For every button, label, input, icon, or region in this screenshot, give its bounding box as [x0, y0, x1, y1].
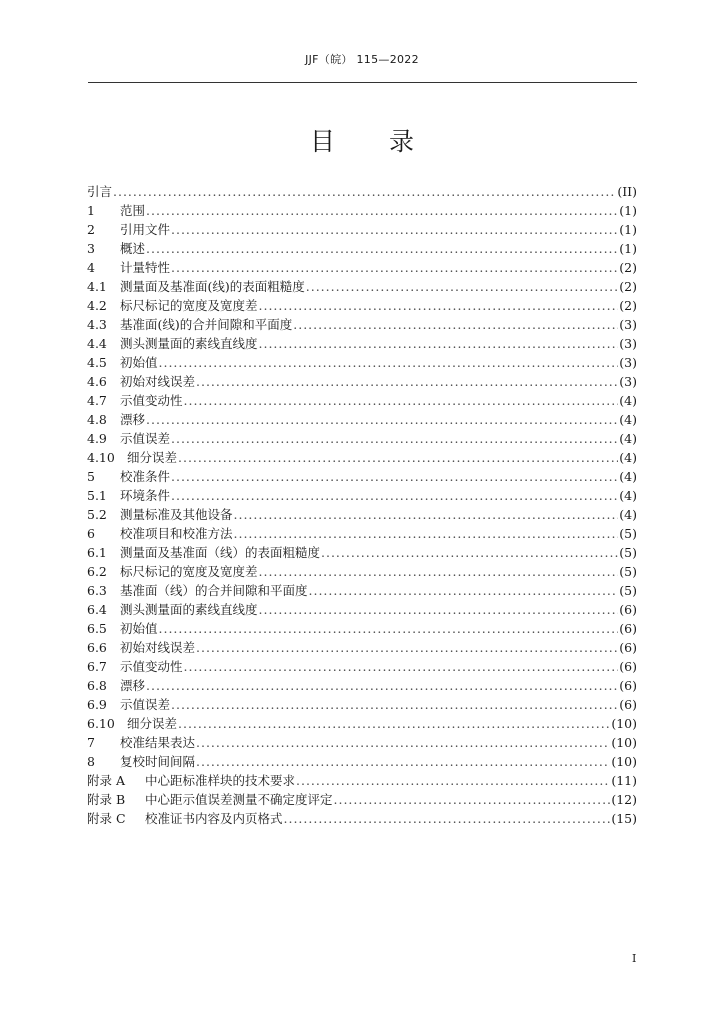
toc-entry-page: (6) [619, 659, 637, 674]
toc-dot-leader [171, 429, 618, 448]
toc-entry-title: 范围 [120, 203, 146, 218]
toc-entry-title: 初始值 [120, 355, 158, 370]
toc-dot-leader [113, 182, 616, 201]
toc-entry-title: 示值误差 [120, 697, 171, 712]
toc-entry[interactable] [87, 467, 637, 486]
toc-entry-title: 校准条件 [120, 469, 171, 484]
toc-entry[interactable] [87, 220, 637, 239]
toc-entry-page: (4) [619, 412, 637, 427]
toc-dot-leader [309, 581, 619, 600]
toc-entry-number: 6.4 [87, 602, 107, 617]
toc-entry-number: 7 [87, 735, 95, 750]
toc-entry-title: 测量面及基准面(线)的表面粗糙度 [120, 279, 305, 294]
toc-entry[interactable] [87, 239, 637, 258]
toc-entry-title: 初始值 [120, 621, 158, 636]
toc-entry-page: (4) [619, 450, 637, 465]
toc-dot-leader [178, 448, 618, 467]
toc-entry-page: (5) [619, 564, 637, 579]
toc-dot-leader [259, 600, 619, 619]
toc-entry-title: 标尺标记的宽度及宽度差 [120, 298, 258, 313]
toc-entry[interactable] [87, 258, 637, 277]
toc-entry-title: 校准结果表达 [120, 735, 196, 750]
toc-entry[interactable] [87, 543, 637, 562]
toc-entry-title: 校准项目和校准方法 [120, 526, 233, 541]
toc-entry-number: 附录 C [87, 811, 126, 826]
toc-entry-title: 基准面(线)的合并间隙和平面度 [120, 317, 293, 332]
toc-entry-title: 基准面（线）的合并间隙和平面度 [120, 583, 308, 598]
toc-entry-number: 6 [87, 526, 95, 541]
toc-entry-number: 6.8 [87, 678, 107, 693]
toc-entry-number: 附录 A [87, 773, 126, 788]
toc-entry[interactable] [87, 733, 637, 752]
toc-dot-leader [159, 353, 619, 372]
toc-entry[interactable] [87, 771, 637, 790]
toc-entry[interactable] [87, 429, 637, 448]
toc-entry-number: 4.8 [87, 412, 107, 427]
toc-entry-title: 示值变动性 [120, 659, 183, 674]
toc-entry-number: 6.10 [87, 716, 115, 731]
toc-dot-leader [178, 714, 610, 733]
toc-entry-page: (11) [611, 773, 637, 788]
toc-entry-title: 环境条件 [120, 488, 171, 503]
toc-entry-page: (6) [619, 697, 637, 712]
toc-entry[interactable] [87, 752, 637, 771]
toc-entry-title: 中心距标准样块的技术要求 [145, 773, 296, 788]
toc-dot-leader [234, 524, 619, 543]
toc-entry[interactable] [87, 619, 637, 638]
toc-dot-leader [184, 391, 619, 410]
toc-entry-title: 细分误差 [127, 450, 178, 465]
toc-entry-page: (4) [619, 431, 637, 446]
toc-entry[interactable] [87, 600, 637, 619]
toc-entry[interactable] [87, 790, 637, 809]
toc-entry-title: 测量标准及其他设备 [120, 507, 233, 522]
toc-entry-page: (6) [619, 621, 637, 636]
toc-entry-number: 4.1 [87, 279, 107, 294]
toc-entry-page: (1) [619, 241, 637, 256]
toc-entry-page: (6) [619, 602, 637, 617]
toc-entry-number: 4.5 [87, 355, 107, 370]
toc-dot-leader [146, 676, 618, 695]
toc-entry-title: 漂移 [120, 412, 146, 427]
table-of-contents [87, 182, 637, 828]
toc-entry[interactable] [87, 182, 637, 201]
toc-entry-title: 细分误差 [127, 716, 178, 731]
toc-entry-title: 标尺标记的宽度及宽度差 [120, 564, 258, 579]
toc-dot-leader [159, 619, 619, 638]
toc-entry-title: 漂移 [120, 678, 146, 693]
toc-entry-title: 复校时间间隔 [120, 754, 196, 769]
toc-entry-number: 6.9 [87, 697, 107, 712]
toc-entry-title: 引用文件 [120, 222, 171, 237]
toc-entry[interactable] [87, 277, 637, 296]
toc-dot-leader [259, 334, 619, 353]
toc-entry[interactable] [87, 448, 637, 467]
toc-dot-leader [146, 410, 618, 429]
toc-entry[interactable] [87, 524, 637, 543]
toc-dot-leader [196, 372, 618, 391]
toc-entry-number: 5 [87, 469, 95, 484]
toc-entry-number: 4.7 [87, 393, 107, 408]
toc-entry-number: 6.3 [87, 583, 107, 598]
toc-dot-leader [196, 752, 610, 771]
toc-entry-page: (3) [619, 317, 637, 332]
toc-entry-page: (2) [619, 279, 637, 294]
toc-entry-number: 6.1 [87, 545, 107, 560]
toc-dot-leader [171, 695, 618, 714]
toc-entry-title: 引言 [87, 184, 113, 199]
toc-entry-title: 测量面及基准面（线）的表面粗糙度 [120, 545, 321, 560]
toc-entry[interactable] [87, 410, 637, 429]
toc-entry-number: 4.3 [87, 317, 107, 332]
toc-entry-page: (12) [611, 792, 637, 807]
toc-dot-leader [234, 505, 619, 524]
toc-dot-leader [259, 296, 619, 315]
toc-entry[interactable] [87, 505, 637, 524]
toc-entry-title: 校准证书内容及内页格式 [145, 811, 283, 826]
toc-entry-page: (4) [619, 469, 637, 484]
toc-entry-page: (4) [619, 488, 637, 503]
toc-dot-leader [306, 277, 619, 296]
toc-entry-number: 4.4 [87, 336, 107, 351]
toc-entry-number: 4.10 [87, 450, 115, 465]
toc-entry-page: (2) [619, 260, 637, 275]
toc-entry[interactable] [87, 334, 637, 353]
toc-dot-leader [184, 657, 619, 676]
toc-entry-title: 计量特性 [120, 260, 171, 275]
toc-entry[interactable] [87, 562, 637, 581]
page-title: 目录 [309, 127, 468, 156]
toc-entry-page: (10) [611, 754, 637, 769]
toc-entry-page: (3) [619, 355, 637, 370]
toc-entry-page: (6) [619, 640, 637, 655]
toc-entry-page: (3) [619, 336, 637, 351]
toc-entry-title: 示值变动性 [120, 393, 183, 408]
toc-entry-page: (4) [619, 393, 637, 408]
toc-entry[interactable] [87, 296, 637, 315]
toc-entry-number: 附录 B [87, 792, 126, 807]
toc-dot-leader [259, 562, 619, 581]
toc-dot-leader [171, 486, 618, 505]
toc-entry-title: 初始对线误差 [120, 374, 196, 389]
toc-entry-page: (15) [611, 811, 637, 826]
toc-entry-number: 2 [87, 222, 95, 237]
toc-entry-title: 测头测量面的素线直线度 [120, 336, 258, 351]
toc-entry[interactable] [87, 201, 637, 220]
toc-dot-leader [284, 809, 611, 828]
toc-entry-page: (5) [619, 545, 637, 560]
toc-entry[interactable] [87, 714, 637, 733]
toc-entry[interactable] [87, 695, 637, 714]
toc-entry-page: (10) [611, 716, 637, 731]
header-rule [88, 82, 637, 83]
toc-entry-page: (5) [619, 526, 637, 541]
toc-entry-page: (1) [619, 203, 637, 218]
toc-dot-leader [321, 543, 618, 562]
toc-dot-leader [171, 467, 618, 486]
toc-entry[interactable] [87, 486, 637, 505]
toc-entry-number: 4 [87, 260, 95, 275]
toc-entry-title: 示值误差 [120, 431, 171, 446]
toc-entry-page: (3) [619, 374, 637, 389]
toc-entry-title: 中心距示值误差测量不确定度评定 [145, 792, 333, 807]
toc-dot-leader [146, 239, 618, 258]
toc-entry-page: (5) [619, 583, 637, 598]
toc-entry-title: 测头测量面的素线直线度 [120, 602, 258, 617]
toc-dot-leader [334, 790, 611, 809]
toc-entry-number: 6.2 [87, 564, 107, 579]
toc-entry[interactable] [87, 391, 637, 410]
toc-entry-number: 4.6 [87, 374, 107, 389]
toc-entry[interactable] [87, 676, 637, 695]
toc-entry-page: (4) [619, 507, 637, 522]
toc-entry-page: (1) [619, 222, 637, 237]
toc-entry-title: 概述 [120, 241, 146, 256]
toc-entry-page: (2) [619, 298, 637, 313]
toc-entry-number: 6.6 [87, 640, 107, 655]
toc-dot-leader [296, 771, 610, 790]
page-number: I [632, 952, 637, 965]
toc-entry-number: 4.2 [87, 298, 107, 313]
toc-entry-page: (II) [617, 184, 637, 199]
toc-entry[interactable] [87, 581, 637, 600]
toc-entry[interactable] [87, 372, 637, 391]
toc-entry-title: 初始对线误差 [120, 640, 196, 655]
toc-entry[interactable] [87, 353, 637, 372]
document-header: JJF（皖） 115—2022 [305, 53, 419, 66]
toc-entry-page: (6) [619, 678, 637, 693]
toc-entry[interactable] [87, 638, 637, 657]
toc-dot-leader [146, 201, 618, 220]
toc-dot-leader [196, 733, 610, 752]
toc-entry-number: 5.2 [87, 507, 107, 522]
toc-entry-number: 5.1 [87, 488, 107, 503]
toc-dot-leader [171, 220, 618, 239]
toc-entry-number: 1 [87, 203, 95, 218]
toc-entry-number: 3 [87, 241, 95, 256]
toc-entry[interactable] [87, 809, 637, 828]
toc-entry-page: (10) [611, 735, 637, 750]
toc-entry[interactable] [87, 657, 637, 676]
toc-entry[interactable] [87, 315, 637, 334]
toc-entry-number: 8 [87, 754, 95, 769]
toc-dot-leader [171, 258, 618, 277]
toc-entry-number: 4.9 [87, 431, 107, 446]
toc-entry-number: 6.5 [87, 621, 107, 636]
toc-entry-number: 6.7 [87, 659, 107, 674]
toc-dot-leader [196, 638, 618, 657]
toc-dot-leader [293, 315, 618, 334]
